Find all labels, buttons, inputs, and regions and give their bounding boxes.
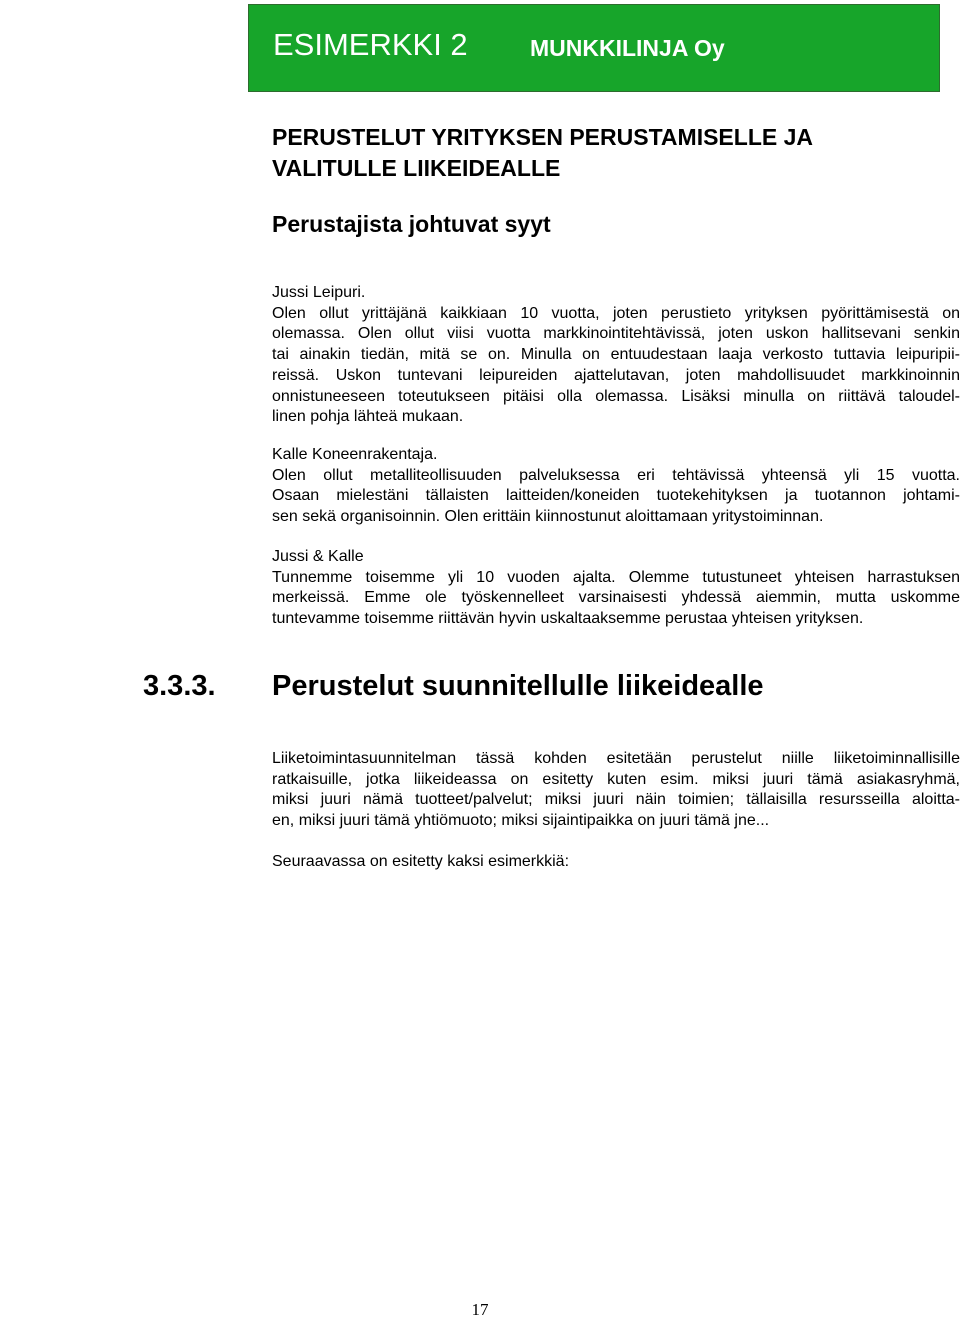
founder-name: Kalle Koneenrakentaja. — [272, 446, 438, 463]
paragraph-line: onnistuneeseen toteutukseen pitäisi olla olemassa. Lisäksi minulla on riittävä taloudel- — [272, 387, 960, 405]
paragraph-line: Tunnemme toisemme yli 10 vuoden ajalta. Olemme tutustuneet yhteisen harrastuksen — [272, 568, 960, 586]
paragraph-line: miksi juuri nämä tuotteet/palvelut; miksi juuri näin toimien; tällaisilla resursseilla aloitta- — [272, 791, 960, 809]
paragraph-line: en, miksi juuri tämä yhtiömuoto; miksi sijaintipaikka on juuri tämä jne... — [272, 812, 770, 830]
paragraph-line: Liiketoimintasuunnitelman tässä kohden esitetään perustelut niille liiketoiminnallisille — [272, 750, 960, 767]
paragraph-line: tuntevamme toisemme riittävän hyvin uskaltaaksemme perustaa yhteisen yrityksen. — [272, 610, 864, 628]
main-heading — [272, 122, 912, 184]
followup-paragraph — [272, 852, 960, 873]
intro-paragraph — [272, 749, 960, 832]
paragraph-line: ratkaisuille, jotka liikeideassa on esitetty kuten esim. miksi juuri tämä asiakasryhmä, — [272, 770, 960, 788]
paragraph-line: Osaan mielestäni tällaisten laitteiden/koneiden tuotekehityksen ja tuotannon johtami- — [272, 487, 960, 505]
paragraph-line: merkeissä. Emme ole työskennelleet varsinaisesti yhdessä aiemmin, mutta uskomme — [272, 589, 960, 607]
paragraph-line: linen pohja lähteä mukaan. — [272, 408, 464, 426]
page-number: 17 — [471, 1300, 489, 1319]
example-banner — [248, 4, 940, 92]
founder-name: Jussi Leipuri. — [272, 284, 366, 301]
main-heading-line: PERUSTELUT YRITYKSEN PERUSTAMISELLE JA — [272, 124, 813, 150]
section-title: Perustelut suunnitellulle liikeidealle — [272, 670, 764, 702]
main-heading-line: VALITULLE LIIKEIDEALLE — [272, 155, 561, 181]
founder-name: Jussi & Kalle — [272, 548, 364, 565]
followup-text: Seuraavassa on esitetty kaksi esimerkkiä: — [272, 853, 570, 870]
founders-together — [272, 547, 960, 630]
sub-heading: Perustajista johtuvat syyt — [272, 211, 551, 237]
paragraph-line: Olen ollut metalliteollisuuden palveluksessa eri tehtävissä yhteensä yli 15 vuotta. — [272, 466, 960, 484]
paragraph-line: Olen ollut yrittäjänä kaikkiaan 10 vuotta, joten perustieto yrityksen pyörittämisestä on — [272, 304, 960, 322]
paragraph-line: olemassa. Olen ollut viisi vuotta markkinointitehtävissä, joten uskon hallitsevani senkin — [272, 325, 960, 343]
section-number: 3.3.3. — [143, 670, 216, 702]
founder-kalle — [272, 445, 960, 528]
paragraph-line: sen sekä organisoinnin. Olen erittäin kiinnostunut aloittamaan yritystoiminnan. — [272, 508, 824, 526]
section-heading — [143, 670, 764, 703]
banner-company: MUNKKILINJA Oy — [530, 35, 725, 61]
paragraph-line: reissä. Uskon tuntevani leipureiden ajattelutavan, joten mahdollisuudet markkinoinnin — [272, 366, 960, 384]
banner-title: ESIMERKKI 2 — [273, 27, 468, 62]
paragraph-line: tai ainakin tiedän, mitä se on. Minulla on entuudestaan laaja verkosto tuttavia leipuripii- — [272, 346, 960, 364]
founder-jussi — [272, 283, 960, 428]
